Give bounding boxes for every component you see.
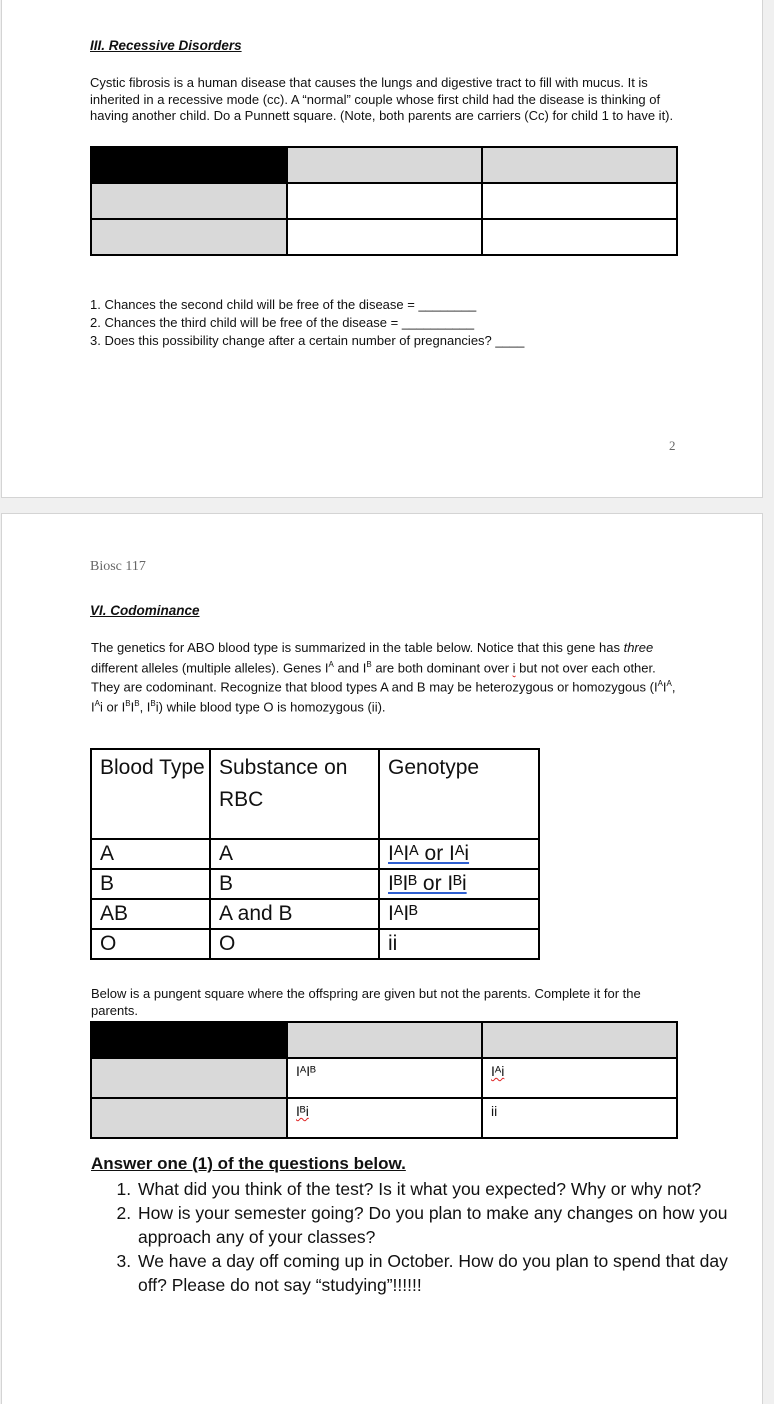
offspring-cell: ii <box>482 1098 677 1138</box>
offspring-cell: Iᴬi <box>482 1058 677 1098</box>
table-row <box>91 899 539 929</box>
blood-type-cell: B <box>91 869 210 899</box>
punnett-header-cell[interactable] <box>91 219 287 255</box>
codominance-paragraph: The genetics for ABO blood type is summarized in the table below. Notice that this gene has three different alleles (multiple alleles). Genes $I^A$ and $I^B$ are both dominant over i but not over each other. They are codominant. Recognize that blood types A and B may be heterozygous or homozygous ($I^AI^A$, $I^Ai$ or $I^BI^B$, $I^Bi$) while blood type O is homozygous (ii). <box>91 640 676 715</box>
punnett-cell[interactable] <box>287 183 482 219</box>
parent-allele-cell[interactable] <box>482 1022 677 1058</box>
table-row <box>91 869 539 899</box>
question-item: 3. Does this possibility change after a certain number of pregnancies? ____ <box>90 333 525 348</box>
answer-heading: Answer one (1) of the questions below. <box>91 1154 406 1173</box>
square-intro-text: Below is a pungent square where the offspring are given but not the parents. Complete it for the parents. <box>91 986 641 1018</box>
offspring-cell: Iᴮi <box>287 1098 482 1138</box>
cf-punnett-square <box>90 146 678 256</box>
genotype-cell: IᴬIᴮ <box>379 899 539 929</box>
document-page-1 <box>1 0 763 498</box>
question-list <box>90 296 524 350</box>
list-item: 1. What did you think of the test? Is it what you expected? Why or why not? <box>136 1177 736 1201</box>
parent-allele-cell[interactable] <box>91 1058 287 1098</box>
punnett-cell[interactable] <box>287 219 482 255</box>
substance-cell: A <box>210 839 379 869</box>
punnett-header-cell[interactable] <box>482 147 677 183</box>
list-item: 2. How is your semester going? Do you plan to make any changes on how you approach any of your classes? <box>136 1201 736 1249</box>
blood-type-cell: A <box>91 839 210 869</box>
table-header-substance: Substance on RBC <box>210 749 379 839</box>
punnett-header-cell[interactable] <box>287 147 482 183</box>
blood-type-cell: O <box>91 929 210 959</box>
table-row <box>91 929 539 959</box>
table-header-blood-type: Blood Type <box>91 749 210 839</box>
section-title-codominance: VI. Codominance <box>90 603 200 618</box>
page-header: Biosc 117 <box>90 559 146 574</box>
blood-type-table <box>90 748 540 960</box>
genotype-cell: ii <box>379 929 539 959</box>
section-title-recessive: III. Recessive Disorders <box>90 38 242 53</box>
genotype-cell: IᴬIᴬ or Iᴬi <box>379 839 539 869</box>
cystic-fibrosis-paragraph: Cystic fibrosis is a human disease that causes the lungs and digestive tract to fill with mucus. It is inherited in a recessive mode (cc). A “normal” couple whose first child had the disease is thinking of having another child. Do a Punnett square. (Note, both parents are carriers (Cc) for child 1 to have it). <box>90 75 674 123</box>
question-item: 2. Chances the third child will be free of the disease = __________ <box>90 315 475 330</box>
punnett-cell[interactable] <box>482 183 677 219</box>
substance-cell: B <box>210 869 379 899</box>
page-number: 2 <box>669 438 676 453</box>
list-item: 3. We have a day off coming up in October. How do you plan to spend that day off? Please do not say “studying”!!!!!! <box>136 1249 736 1297</box>
parent-allele-cell[interactable] <box>287 1022 482 1058</box>
punnett-corner-cell <box>91 147 287 183</box>
genotype-cell: IᴮIᴮ or Iᴮi <box>379 869 539 899</box>
table-header-genotype: Genotype <box>379 749 539 839</box>
substance-cell: O <box>210 929 379 959</box>
punnett-cell[interactable] <box>482 219 677 255</box>
blood-punnett-square <box>90 1021 678 1139</box>
blood-type-cell: AB <box>91 899 210 929</box>
question-item: 1. Chances the second child will be free of the disease = ________ <box>90 297 477 312</box>
parent-allele-cell[interactable] <box>91 1098 287 1138</box>
substance-cell: A and B <box>210 899 379 929</box>
answer-question-list <box>91 1177 736 1297</box>
offspring-cell: IᴬIᴮ <box>287 1058 482 1098</box>
punnett-header-cell[interactable] <box>91 183 287 219</box>
table-row <box>91 839 539 869</box>
punnett-corner-cell <box>91 1022 287 1058</box>
document-page-2 <box>1 513 763 1404</box>
